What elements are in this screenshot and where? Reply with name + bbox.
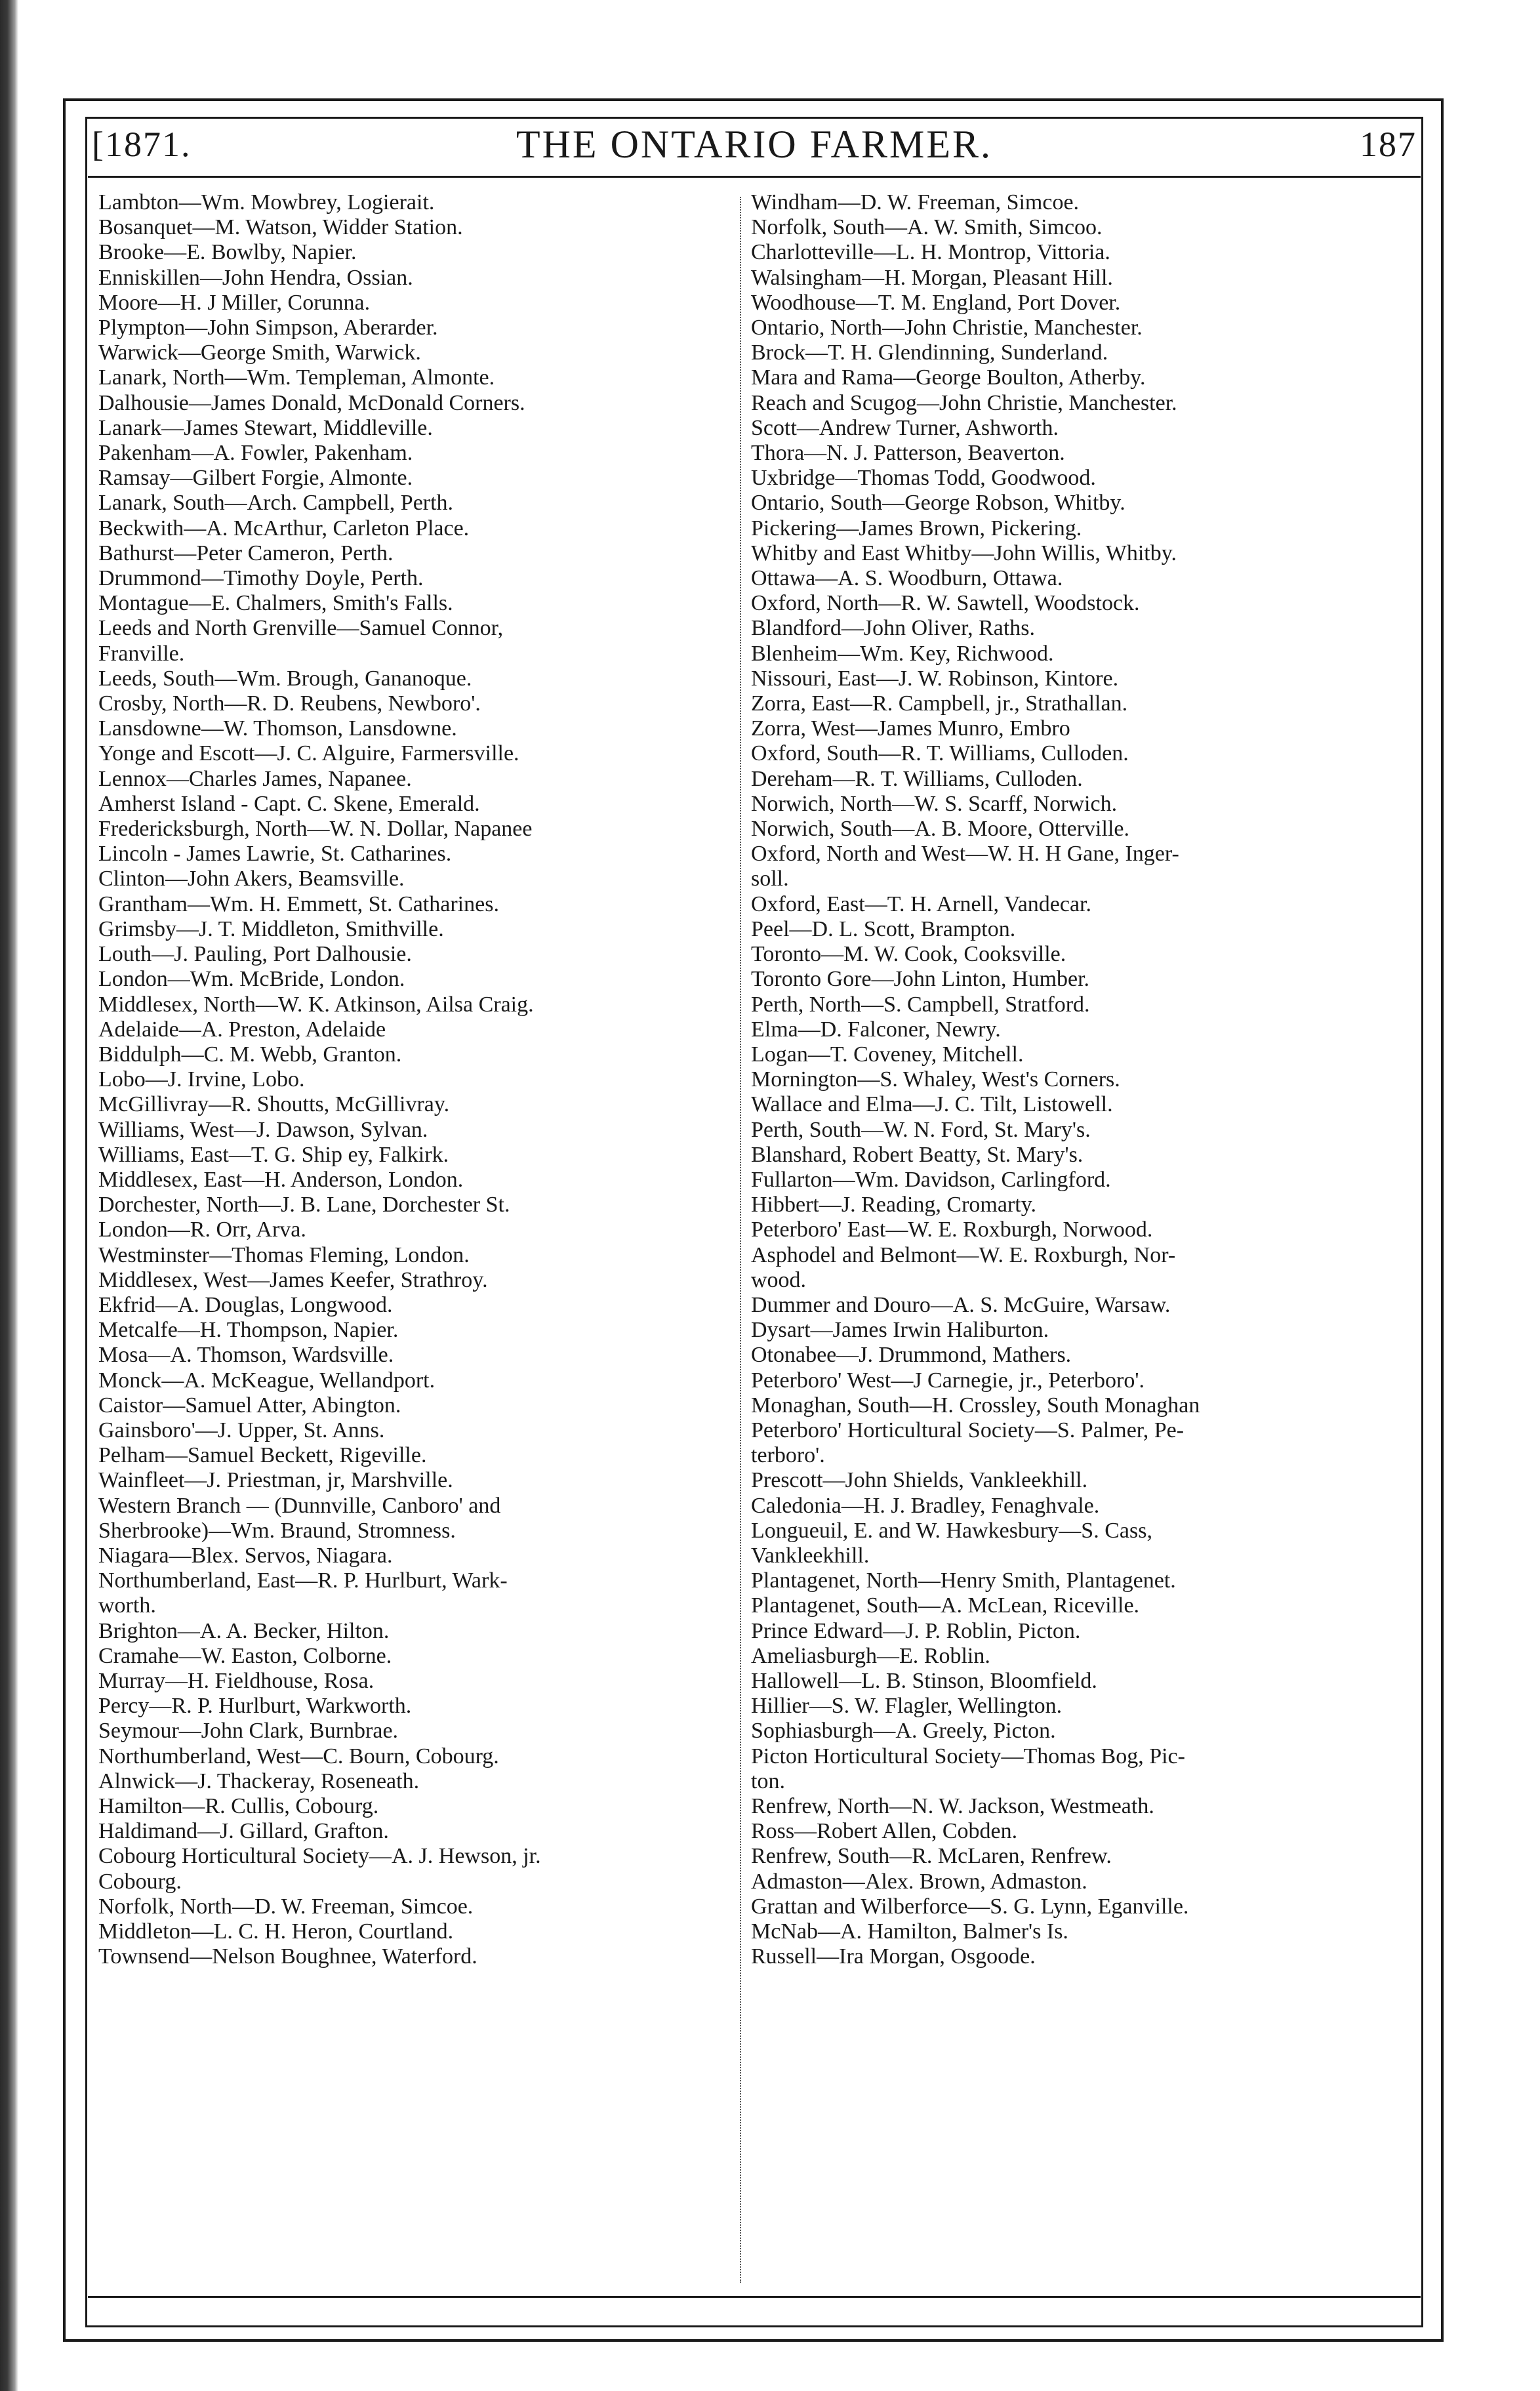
list-item: Leeds and North Grenville—Samuel Connor,: [98, 616, 504, 641]
list-item: Ramsay—Gilbert Forgie, Almonte.: [98, 466, 413, 491]
list-item: Williams, West—J. Dawson, Sylvan.: [98, 1117, 428, 1142]
list-item: Blanshard, Robert Beatty, St. Mary's.: [751, 1142, 1084, 1167]
list-item: Bathurst—Peter Cameron, Perth.: [98, 541, 394, 565]
list-item: Brighton—A. A. Becker, Hilton.: [98, 1618, 390, 1643]
list-item: Beckwith—A. McArthur, Carleton Place.: [98, 516, 470, 541]
list-item: Ameliasburgh—E. Roblin.: [751, 1643, 990, 1668]
list-item: Blandford—John Oliver, Raths.: [751, 616, 1036, 641]
list-item: Warwick—George Smith, Warwick.: [98, 340, 421, 365]
list-item: Lincoln - James Lawrie, St. Catharines.: [98, 842, 452, 867]
list-item: Cobourg Horticultural Society—A. J. Hewson, jr.: [98, 1844, 541, 1869]
right-column: [751, 190, 1410, 1969]
list-item: Peterboro' West—J Carnegie, jr., Peterboro'.: [751, 1368, 1145, 1393]
list-item: Fredericksburgh, North—W. N. Dollar, Napanee: [98, 817, 533, 842]
list-item: Peterboro' Horticultural Society—S. Palmer, Pe-: [751, 1418, 1185, 1442]
list-item: Reach and Scugog—John Christie, Manchester.: [751, 390, 1177, 415]
list-item: Brooke—E. Bowlby, Napier.: [98, 240, 357, 265]
list-item: Thora—N. J. Patterson, Beaverton.: [751, 441, 1065, 466]
list-item: Pakenham—A. Fowler, Pakenham.: [98, 441, 413, 466]
list-item: Wallace and Elma—J. C. Tilt, Listowell.: [751, 1092, 1113, 1117]
list-item: Otonabee—J. Drummond, Mathers.: [751, 1343, 1072, 1368]
list-item: Northumberland, East—R. P. Hurlburt, Wark-: [98, 1568, 508, 1593]
list-item: Picton Horticultural Society—Thomas Bog, Pic-: [751, 1744, 1185, 1768]
header-rule: [88, 176, 1421, 178]
list-item: Adelaide—A. Preston, Adelaide: [98, 1017, 386, 1042]
list-item: Townsend—Nelson Boughnee, Waterford.: [98, 1944, 477, 1969]
list-item: Ontario, South—George Robson, Whitby.: [751, 491, 1125, 516]
list-item: Enniskillen—John Hendra, Ossian.: [98, 265, 413, 290]
header-page-number: 187: [1360, 125, 1417, 164]
list-item: Elma—D. Falconer, Newry.: [751, 1017, 1001, 1042]
list-item: terboro'.: [751, 1443, 825, 1468]
list-item: Crosby, North—R. D. Reubens, Newboro'.: [98, 691, 481, 716]
list-item: Longueuil, E. and W. Hawkesbury—S. Cass,: [751, 1518, 1152, 1543]
list-item: Dummer and Douro—A. S. McGuire, Warsaw.: [751, 1292, 1171, 1317]
list-item: Nissouri, East—J. W. Robinson, Kintore.: [751, 666, 1119, 691]
list-item: Middleton—L. C. H. Heron, Courtland.: [98, 1919, 454, 1944]
list-item: Wainfleet—J. Priestman, jr, Marshville.: [98, 1468, 453, 1493]
list-item: Toronto—M. W. Cook, Cooksville.: [751, 942, 1066, 967]
list-item: Oxford, East—T. H. Arnell, Vandecar.: [751, 891, 1091, 916]
list-item: Uxbridge—Thomas Todd, Goodwood.: [751, 466, 1096, 491]
list-item: Peel—D. L. Scott, Brampton.: [751, 916, 1016, 941]
list-item: Oxford, South—R. T. Williams, Culloden.: [751, 741, 1129, 766]
list-item: wood.: [751, 1267, 807, 1292]
list-item: Hamilton—R. Cullis, Cobourg.: [98, 1794, 379, 1818]
list-item: Haldimand—J. Gillard, Grafton.: [98, 1819, 389, 1844]
list-item: Middlesex, East—H. Anderson, London.: [98, 1167, 464, 1192]
list-item: Cobourg.: [98, 1869, 182, 1894]
list-item: Caistor—Samuel Atter, Abington.: [98, 1393, 401, 1418]
list-item: Lambton—Wm. Mowbrey, Logierait.: [98, 190, 435, 215]
list-item: Dereham—R. T. Williams, Culloden.: [751, 766, 1083, 791]
list-item: Franville.: [98, 641, 185, 666]
list-item: Hibbert—J. Reading, Cromarty.: [751, 1193, 1036, 1217]
list-item: Cramahe—W. Easton, Colborne.: [98, 1643, 392, 1668]
list-item: Asphodel and Belmont—W. E. Roxburgh, Nor-: [751, 1242, 1176, 1267]
list-item: Oxford, North—R. W. Sawtell, Woodstock.: [751, 591, 1140, 616]
list-item: Windham—D. W. Freeman, Simcoe.: [751, 190, 1080, 215]
list-item: Peterboro' East—W. E. Roxburgh, Norwood.: [751, 1217, 1153, 1242]
list-item: Alnwick—J. Thackeray, Roseneath.: [98, 1768, 420, 1793]
list-item: Woodhouse—T. M. England, Port Dover.: [751, 290, 1121, 315]
footer-rule: [88, 2296, 1421, 2298]
list-item: Leeds, South—Wm. Brough, Gananoque.: [98, 666, 472, 691]
list-item: Grantham—Wm. H. Emmett, St. Catharines.: [98, 891, 499, 916]
list-item: London—R. Orr, Arva.: [98, 1217, 306, 1242]
list-item: Logan—T. Coveney, Mitchell.: [751, 1042, 1024, 1067]
list-item: Renfrew, North—N. W. Jackson, Westmeath.: [751, 1794, 1154, 1818]
list-item: Middlesex, North—W. K. Atkinson, Ailsa Craig.: [98, 992, 534, 1017]
list-item: Whitby and East Whitby—John Willis, Whitby.: [751, 541, 1177, 565]
list-item: Niagara—Blex. Servos, Niagara.: [98, 1543, 393, 1568]
list-item: Plantagenet, South—A. McLean, Riceville.: [751, 1593, 1140, 1618]
list-item: soll.: [751, 867, 789, 891]
list-item: Yonge and Escott—J. C. Alguire, Farmersville.: [98, 741, 519, 766]
list-item: Louth—J. Pauling, Port Dalhousie.: [98, 942, 412, 967]
list-item: Vankleekhill.: [751, 1543, 870, 1568]
list-item: Dorchester, North—J. B. Lane, Dorchester St.: [98, 1193, 510, 1217]
list-item: Mara and Rama—George Boulton, Atherby.: [751, 365, 1146, 390]
list-item: Ontario, North—John Christie, Manchester.: [751, 316, 1143, 340]
list-item: Murray—H. Fieldhouse, Rosa.: [98, 1668, 375, 1693]
list-item: Norfolk, North—D. W. Freeman, Simcoe.: [98, 1894, 474, 1919]
list-item: Prescott—John Shields, Vankleekhill.: [751, 1468, 1088, 1493]
list-item: Zorra, West—James Munro, Embro: [751, 716, 1070, 741]
list-item: Mornington—S. Whaley, West's Corners.: [751, 1067, 1120, 1092]
list-item: Sophiasburgh—A. Greely, Picton.: [751, 1719, 1056, 1744]
list-item: Toronto Gore—John Linton, Humber.: [751, 967, 1090, 992]
list-item: Zorra, East—R. Campbell, jr., Strathallan.: [751, 691, 1128, 716]
list-item: Northumberland, West—C. Bourn, Cobourg.: [98, 1744, 499, 1768]
list-item: Williams, East—T. G. Ship ey, Falkirk.: [98, 1142, 449, 1167]
list-item: Perth, North—S. Campbell, Stratford.: [751, 992, 1090, 1017]
list-item: Monck—A. McKeague, Wellandport.: [98, 1368, 436, 1393]
list-item: Plympton—John Simpson, Aberarder.: [98, 316, 438, 340]
list-item: Perth, South—W. N. Ford, St. Mary's.: [751, 1117, 1091, 1142]
list-item: Ross—Robert Allen, Cobden.: [751, 1819, 1018, 1844]
list-item: Lanark, South—Arch. Campbell, Perth.: [98, 491, 454, 516]
list-item: Grimsby—J. T. Middleton, Smithville.: [98, 916, 444, 941]
list-item: Moore—H. J Miller, Corunna.: [98, 290, 371, 315]
list-item: Hallowell—L. B. Stinson, Bloomfield.: [751, 1668, 1097, 1693]
list-item: McGillivray—R. Shoutts, McGillivray.: [98, 1092, 450, 1117]
list-item: Grattan and Wilberforce—S. G. Lynn, Eganville.: [751, 1894, 1189, 1919]
list-item: Prince Edward—J. P. Roblin, Picton.: [751, 1618, 1081, 1643]
list-item: Lobo—J. Irvine, Lobo.: [98, 1067, 305, 1092]
list-item: Clinton—John Akers, Beamsville.: [98, 867, 405, 891]
list-item: Sherbrooke)—Wm. Braund, Stromness.: [98, 1518, 456, 1543]
list-item: Middlesex, West—James Keefer, Strathroy.: [98, 1267, 488, 1292]
list-item: Plantagenet, North—Henry Smith, Plantagenet.: [751, 1568, 1176, 1593]
list-item: Pelham—Samuel Beckett, Rigeville.: [98, 1443, 427, 1468]
list-item: Walsingham—H. Morgan, Pleasant Hill.: [751, 265, 1113, 290]
list-item: Norfolk, South—A. W. Smith, Simcoo.: [751, 215, 1103, 240]
list-item: Charlotteville—L. H. Montrop, Vittoria.: [751, 240, 1110, 265]
list-item: Amherst Island - Capt. C. Skene, Emerald.: [98, 791, 480, 816]
left-column: [98, 190, 741, 1969]
list-item: McNab—A. Hamilton, Balmer's Is.: [751, 1919, 1068, 1944]
header-title: THE ONTARIO FARMER.: [516, 122, 993, 166]
list-item: Gainsboro'—J. Upper, St. Anns.: [98, 1418, 385, 1442]
list-item: Caledonia—H. J. Bradley, Fenaghvale.: [751, 1493, 1100, 1518]
list-item: Lansdowne—W. Thomson, Lansdowne.: [98, 716, 457, 741]
list-item: Ottawa—A. S. Woodburn, Ottawa.: [751, 566, 1063, 591]
list-item: Fullarton—Wm. Davidson, Carlingford.: [751, 1167, 1111, 1192]
list-item: Montague—E. Chalmers, Smith's Falls.: [98, 591, 453, 616]
list-item: Metcalfe—H. Thompson, Napier.: [98, 1318, 399, 1343]
list-item: Norwich, North—W. S. Scarff, Norwich.: [751, 791, 1118, 816]
list-item: Lanark, North—Wm. Templeman, Almonte.: [98, 365, 495, 390]
running-header: [92, 118, 1417, 171]
list-item: Pickering—James Brown, Pickering.: [751, 516, 1082, 541]
list-item: Drummond—Timothy Doyle, Perth.: [98, 566, 424, 591]
list-item: Brock—T. H. Glendinning, Sunderland.: [751, 340, 1108, 365]
list-item: Dysart—James Irwin Haliburton.: [751, 1318, 1049, 1343]
list-item: worth.: [98, 1593, 156, 1618]
list-item: Renfrew, South—R. McLaren, Renfrew.: [751, 1844, 1112, 1869]
list-item: Lennox—Charles James, Napanee.: [98, 766, 412, 791]
list-item: Hillier—S. W. Flagler, Wellington.: [751, 1694, 1063, 1719]
list-item: Lanark—James Stewart, Middleville.: [98, 415, 433, 440]
list-item: Oxford, North and West—W. H. H Gane, Inger-: [751, 842, 1179, 867]
list-item: Blenheim—Wm. Key, Richwood.: [751, 641, 1054, 666]
list-item: Monaghan, South—H. Crossley, South Monaghan: [751, 1393, 1200, 1418]
list-item: ton.: [751, 1768, 785, 1793]
list-item: Western Branch — (Dunnville, Canboro' and: [98, 1493, 501, 1518]
scan-binding-edge: [0, 0, 18, 2391]
list-item: Admaston—Alex. Brown, Admaston.: [751, 1869, 1087, 1894]
list-item: Dalhousie—James Donald, McDonald Corners.: [98, 390, 525, 415]
list-item: Ekfrid—A. Douglas, Longwood.: [98, 1292, 393, 1317]
list-item: Scott—Andrew Turner, Ashworth.: [751, 415, 1059, 440]
header-year: [1871.: [92, 125, 192, 164]
list-item: Westminster—Thomas Fleming, London.: [98, 1242, 470, 1267]
list-item: Seymour—John Clark, Burnbrae.: [98, 1719, 399, 1744]
list-item: Percy—R. P. Hurlburt, Warkworth.: [98, 1694, 412, 1719]
list-item: Mosa—A. Thomson, Wardsville.: [98, 1343, 394, 1368]
list-item: London—Wm. McBride, London.: [98, 967, 405, 992]
list-item: Biddulph—C. M. Webb, Granton.: [98, 1042, 402, 1067]
list-item: Russell—Ira Morgan, Osgoode.: [751, 1944, 1036, 1969]
list-item: Norwich, South—A. B. Moore, Otterville.: [751, 817, 1129, 842]
list-item: Bosanquet—M. Watson, Widder Station.: [98, 215, 463, 240]
